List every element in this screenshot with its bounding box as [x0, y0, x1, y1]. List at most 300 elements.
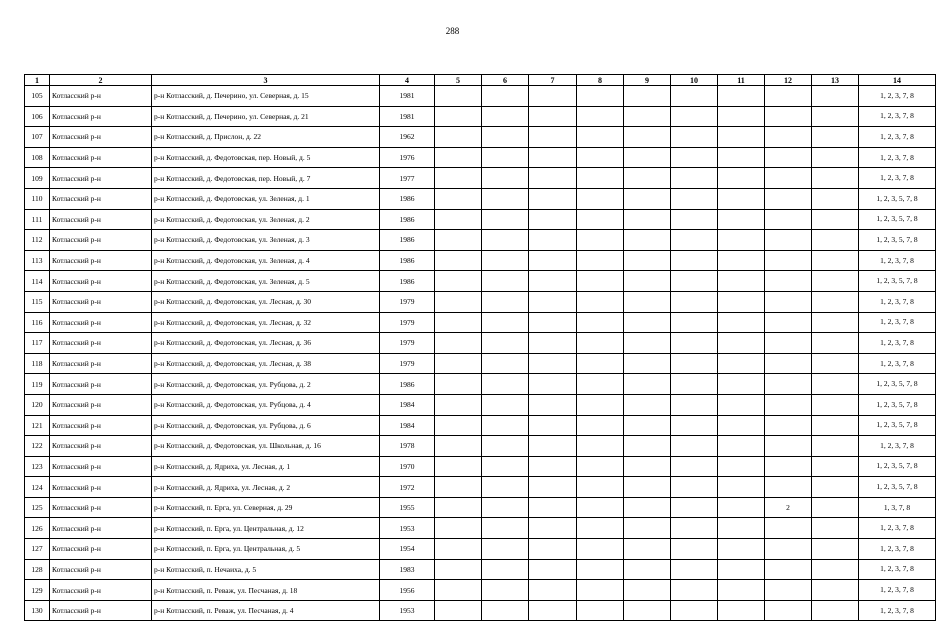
codes-cell: 1, 2, 3, 5, 7, 8 [859, 230, 936, 251]
table-row [25, 456, 936, 477]
empty-cell [482, 539, 529, 560]
column-12-cell [765, 106, 812, 127]
empty-cell [482, 291, 529, 312]
empty-cell [435, 271, 482, 292]
table-row [25, 188, 936, 209]
year-cell: 1962 [380, 127, 435, 148]
codes-cell: 1, 2, 3, 7, 8 [859, 580, 936, 601]
empty-cell [671, 374, 718, 395]
address-cell: р-н Котласский, д. Прислон, д. 22 [152, 127, 380, 148]
district-cell: Котласский р-н [50, 600, 152, 621]
year-cell: 1956 [380, 580, 435, 601]
year-cell: 1954 [380, 539, 435, 560]
empty-cell [718, 230, 765, 251]
header-cell: 6 [482, 75, 529, 86]
empty-cell [482, 456, 529, 477]
year-cell: 1979 [380, 333, 435, 354]
table-row [25, 353, 936, 374]
empty-cell [577, 188, 624, 209]
district-cell: Котласский р-н [50, 271, 152, 292]
year-cell: 1984 [380, 394, 435, 415]
address-cell: р-н Котласский, д. Федотовская, ул. Рубцова, д. 2 [152, 374, 380, 395]
codes-cell: 1, 2, 3, 7, 8 [859, 333, 936, 354]
empty-cell [624, 312, 671, 333]
column-12-cell [765, 394, 812, 415]
empty-cell [482, 394, 529, 415]
codes-cell: 1, 2, 3, 7, 8 [859, 127, 936, 148]
empty-cell [671, 168, 718, 189]
empty-cell [812, 374, 859, 395]
codes-cell: 1, 2, 3, 5, 7, 8 [859, 415, 936, 436]
empty-cell [671, 539, 718, 560]
address-cell: р-н Котласский, д. Федотовская, ул. Зеленая, д. 2 [152, 209, 380, 230]
year-cell: 1981 [380, 106, 435, 127]
empty-cell [718, 580, 765, 601]
district-cell: Котласский р-н [50, 127, 152, 148]
empty-cell [529, 353, 577, 374]
empty-cell [812, 291, 859, 312]
empty-cell [529, 250, 577, 271]
empty-cell [577, 374, 624, 395]
empty-cell [529, 106, 577, 127]
district-cell: Котласский р-н [50, 415, 152, 436]
header-cell: 1 [25, 75, 50, 86]
empty-cell [624, 291, 671, 312]
empty-cell [671, 600, 718, 621]
address-cell: р-н Котласский, п. Нечаиха, д. 5 [152, 559, 380, 580]
address-cell: р-н Котласский, п. Ерга, ул. Центральная, д. 5 [152, 539, 380, 560]
table-row [25, 394, 936, 415]
empty-cell [577, 518, 624, 539]
row-number-cell: 125 [25, 497, 50, 518]
row-number-cell: 116 [25, 312, 50, 333]
empty-cell [671, 250, 718, 271]
empty-cell [718, 127, 765, 148]
empty-cell [812, 271, 859, 292]
column-12-cell [765, 415, 812, 436]
empty-cell [624, 353, 671, 374]
column-12-cell [765, 271, 812, 292]
empty-cell [482, 436, 529, 457]
table-row [25, 497, 936, 518]
district-cell: Котласский р-н [50, 312, 152, 333]
codes-cell: 1, 2, 3, 7, 8 [859, 291, 936, 312]
row-number-cell: 128 [25, 559, 50, 580]
empty-cell [529, 147, 577, 168]
table-row [25, 539, 936, 560]
empty-cell [435, 539, 482, 560]
empty-cell [577, 394, 624, 415]
empty-cell [624, 456, 671, 477]
empty-cell [718, 188, 765, 209]
empty-cell [624, 209, 671, 230]
empty-cell [529, 394, 577, 415]
row-number-cell: 115 [25, 291, 50, 312]
year-cell: 1981 [380, 86, 435, 107]
address-cell: р-н Котласский, п. Реваж, ул. Песчаная, д. 18 [152, 580, 380, 601]
address-cell: р-н Котласский, д. Ядриха, ул. Лесная, д. 2 [152, 477, 380, 498]
column-12-cell [765, 374, 812, 395]
column-12-cell [765, 209, 812, 230]
empty-cell [812, 188, 859, 209]
empty-cell [812, 230, 859, 251]
empty-cell [624, 394, 671, 415]
empty-cell [671, 456, 718, 477]
empty-cell [718, 312, 765, 333]
header-cell: 3 [152, 75, 380, 86]
empty-cell [812, 600, 859, 621]
empty-cell [577, 312, 624, 333]
empty-cell [718, 497, 765, 518]
empty-cell [812, 250, 859, 271]
empty-cell [435, 456, 482, 477]
empty-cell [671, 353, 718, 374]
empty-cell [482, 374, 529, 395]
empty-cell [812, 580, 859, 601]
empty-cell [624, 436, 671, 457]
empty-cell [812, 333, 859, 354]
header-cell: 11 [718, 75, 765, 86]
district-cell: Котласский р-н [50, 291, 152, 312]
district-cell: Котласский р-н [50, 86, 152, 107]
empty-cell [624, 580, 671, 601]
district-cell: Котласский р-н [50, 168, 152, 189]
empty-cell [577, 230, 624, 251]
empty-cell [671, 209, 718, 230]
empty-cell [812, 86, 859, 107]
empty-cell [482, 518, 529, 539]
empty-cell [577, 456, 624, 477]
district-cell: Котласский р-н [50, 436, 152, 457]
address-cell: р-н Котласский, д. Печерино, ул. Северная, д. 21 [152, 106, 380, 127]
codes-cell: 1, 2, 3, 5, 7, 8 [859, 477, 936, 498]
empty-cell [482, 312, 529, 333]
empty-cell [482, 353, 529, 374]
empty-cell [482, 580, 529, 601]
empty-cell [435, 86, 482, 107]
codes-cell: 1, 3, 7, 8 [859, 497, 936, 518]
column-12-cell [765, 518, 812, 539]
empty-cell [718, 271, 765, 292]
empty-cell [671, 559, 718, 580]
empty-cell [482, 477, 529, 498]
empty-cell [529, 580, 577, 601]
district-cell: Котласский р-н [50, 374, 152, 395]
year-cell: 1986 [380, 230, 435, 251]
empty-cell [529, 456, 577, 477]
column-12-cell [765, 539, 812, 560]
address-cell: р-н Котласский, д. Федотовская, ул. Зеленая, д. 1 [152, 188, 380, 209]
empty-cell [577, 250, 624, 271]
table-row [25, 209, 936, 230]
empty-cell [529, 415, 577, 436]
row-number-cell: 109 [25, 168, 50, 189]
year-cell: 1986 [380, 271, 435, 292]
empty-cell [482, 250, 529, 271]
empty-cell [812, 518, 859, 539]
address-cell: р-н Котласский, п. Ерга, ул. Северная, д. 29 [152, 497, 380, 518]
year-cell: 1979 [380, 353, 435, 374]
district-cell: Котласский р-н [50, 559, 152, 580]
table-row [25, 600, 936, 621]
empty-cell [624, 518, 671, 539]
header-cell: 10 [671, 75, 718, 86]
district-cell: Котласский р-н [50, 147, 152, 168]
empty-cell [812, 147, 859, 168]
year-cell: 1984 [380, 415, 435, 436]
codes-cell: 1, 2, 3, 5, 7, 8 [859, 209, 936, 230]
empty-cell [529, 271, 577, 292]
header-cell: 4 [380, 75, 435, 86]
codes-cell: 1, 2, 3, 7, 8 [859, 106, 936, 127]
empty-cell [577, 559, 624, 580]
header-cell: 7 [529, 75, 577, 86]
table-row [25, 230, 936, 251]
empty-cell [671, 518, 718, 539]
empty-cell [812, 415, 859, 436]
district-cell: Котласский р-н [50, 106, 152, 127]
district-cell: Котласский р-н [50, 497, 152, 518]
year-cell: 1970 [380, 456, 435, 477]
empty-cell [482, 230, 529, 251]
year-cell: 1978 [380, 436, 435, 457]
empty-cell [482, 86, 529, 107]
empty-cell [435, 580, 482, 601]
district-cell: Котласский р-н [50, 353, 152, 374]
empty-cell [812, 497, 859, 518]
year-cell: 1972 [380, 477, 435, 498]
column-12-cell [765, 456, 812, 477]
empty-cell [577, 415, 624, 436]
header-cell: 14 [859, 75, 936, 86]
empty-cell [482, 600, 529, 621]
empty-cell [577, 168, 624, 189]
row-number-cell: 117 [25, 333, 50, 354]
empty-cell [435, 127, 482, 148]
address-cell: р-н Котласский, д. Федотовская, ул. Лесная, д. 38 [152, 353, 380, 374]
codes-cell: 1, 2, 3, 7, 8 [859, 250, 936, 271]
year-cell: 1976 [380, 147, 435, 168]
empty-cell [718, 374, 765, 395]
address-cell: р-н Котласский, д. Федотовская, ул. Школьная, д. 16 [152, 436, 380, 457]
empty-cell [624, 86, 671, 107]
empty-cell [812, 353, 859, 374]
empty-cell [435, 477, 482, 498]
codes-cell: 1, 2, 3, 7, 8 [859, 353, 936, 374]
empty-cell [435, 250, 482, 271]
row-number-cell: 112 [25, 230, 50, 251]
empty-cell [624, 147, 671, 168]
empty-cell [577, 600, 624, 621]
district-cell: Котласский р-н [50, 456, 152, 477]
row-number-cell: 127 [25, 539, 50, 560]
year-cell: 1986 [380, 374, 435, 395]
empty-cell [718, 291, 765, 312]
column-12-cell [765, 353, 812, 374]
empty-cell [718, 209, 765, 230]
header-cell: 8 [577, 75, 624, 86]
empty-cell [718, 250, 765, 271]
empty-cell [718, 456, 765, 477]
empty-cell [577, 106, 624, 127]
empty-cell [624, 497, 671, 518]
district-cell: Котласский р-н [50, 188, 152, 209]
table-row [25, 312, 936, 333]
codes-cell: 1, 2, 3, 7, 8 [859, 436, 936, 457]
empty-cell [482, 127, 529, 148]
empty-cell [671, 147, 718, 168]
empty-cell [577, 539, 624, 560]
row-number-cell: 114 [25, 271, 50, 292]
table-row [25, 147, 936, 168]
district-cell: Котласский р-н [50, 539, 152, 560]
empty-cell [435, 497, 482, 518]
row-number-cell: 108 [25, 147, 50, 168]
empty-cell [671, 415, 718, 436]
empty-cell [577, 333, 624, 354]
empty-cell [624, 374, 671, 395]
empty-cell [577, 147, 624, 168]
codes-cell: 1, 2, 3, 7, 8 [859, 86, 936, 107]
row-number-cell: 130 [25, 600, 50, 621]
table-row [25, 168, 936, 189]
empty-cell [435, 106, 482, 127]
empty-cell [529, 333, 577, 354]
empty-cell [529, 312, 577, 333]
empty-cell [435, 353, 482, 374]
header-cell: 13 [812, 75, 859, 86]
empty-cell [435, 230, 482, 251]
empty-cell [577, 209, 624, 230]
address-cell: р-н Котласский, д. Федотовская, ул. Рубцова, д. 4 [152, 394, 380, 415]
district-cell: Котласский р-н [50, 250, 152, 271]
row-number-cell: 113 [25, 250, 50, 271]
table-row [25, 374, 936, 395]
address-cell: р-н Котласский, д. Федотовская, пер. Новый, д. 5 [152, 147, 380, 168]
empty-cell [671, 86, 718, 107]
empty-cell [435, 312, 482, 333]
row-number-cell: 129 [25, 580, 50, 601]
header-row [25, 75, 936, 86]
district-cell: Котласский р-н [50, 477, 152, 498]
empty-cell [671, 477, 718, 498]
empty-cell [718, 415, 765, 436]
column-12-cell [765, 230, 812, 251]
empty-cell [577, 127, 624, 148]
address-cell: р-н Котласский, п. Реваж, ул. Песчаная, д. 4 [152, 600, 380, 621]
column-12-cell [765, 147, 812, 168]
empty-cell [482, 106, 529, 127]
empty-cell [577, 291, 624, 312]
empty-cell [624, 539, 671, 560]
header-cell: 12 [765, 75, 812, 86]
empty-cell [718, 394, 765, 415]
table-row [25, 518, 936, 539]
year-cell: 1953 [380, 518, 435, 539]
table-row [25, 291, 936, 312]
row-number-cell: 106 [25, 106, 50, 127]
empty-cell [435, 291, 482, 312]
year-cell: 1979 [380, 312, 435, 333]
empty-cell [718, 353, 765, 374]
empty-cell [671, 436, 718, 457]
table-row [25, 127, 936, 148]
row-number-cell: 118 [25, 353, 50, 374]
empty-cell [718, 477, 765, 498]
page-number: 288 [445, 26, 460, 36]
table-row [25, 415, 936, 436]
empty-cell [671, 127, 718, 148]
empty-cell [435, 559, 482, 580]
column-12-cell [765, 168, 812, 189]
empty-cell [482, 168, 529, 189]
empty-cell [718, 86, 765, 107]
empty-cell [529, 168, 577, 189]
codes-cell: 1, 2, 3, 7, 8 [859, 168, 936, 189]
column-12-cell [765, 312, 812, 333]
column-12-cell [765, 600, 812, 621]
empty-cell [624, 271, 671, 292]
codes-cell: 1, 2, 3, 5, 7, 8 [859, 188, 936, 209]
empty-cell [529, 559, 577, 580]
empty-cell [671, 394, 718, 415]
empty-cell [482, 333, 529, 354]
empty-cell [529, 436, 577, 457]
table-row [25, 271, 936, 292]
empty-cell [718, 518, 765, 539]
table-row [25, 580, 936, 601]
empty-cell [435, 415, 482, 436]
empty-cell [812, 436, 859, 457]
empty-cell [718, 106, 765, 127]
empty-cell [577, 353, 624, 374]
empty-cell [435, 394, 482, 415]
empty-cell [577, 477, 624, 498]
row-number-cell: 122 [25, 436, 50, 457]
empty-cell [577, 436, 624, 457]
column-12-cell [765, 188, 812, 209]
empty-cell [529, 188, 577, 209]
empty-cell [529, 291, 577, 312]
column-12-cell [765, 477, 812, 498]
table-row [25, 106, 936, 127]
empty-cell [529, 86, 577, 107]
data-table [24, 74, 936, 621]
empty-cell [671, 497, 718, 518]
codes-cell: 1, 2, 3, 7, 8 [859, 312, 936, 333]
empty-cell [812, 127, 859, 148]
table-row [25, 333, 936, 354]
empty-cell [435, 209, 482, 230]
empty-cell [671, 291, 718, 312]
empty-cell [435, 374, 482, 395]
empty-cell [812, 477, 859, 498]
empty-cell [529, 600, 577, 621]
empty-cell [577, 497, 624, 518]
empty-cell [812, 559, 859, 580]
empty-cell [624, 106, 671, 127]
empty-cell [624, 250, 671, 271]
empty-cell [482, 188, 529, 209]
address-cell: р-н Котласский, д. Федотовская, ул. Зеленая, д. 3 [152, 230, 380, 251]
row-number-cell: 121 [25, 415, 50, 436]
table-row [25, 86, 936, 107]
empty-cell [529, 374, 577, 395]
empty-cell [624, 188, 671, 209]
empty-cell [624, 477, 671, 498]
empty-cell [718, 539, 765, 560]
row-number-cell: 123 [25, 456, 50, 477]
